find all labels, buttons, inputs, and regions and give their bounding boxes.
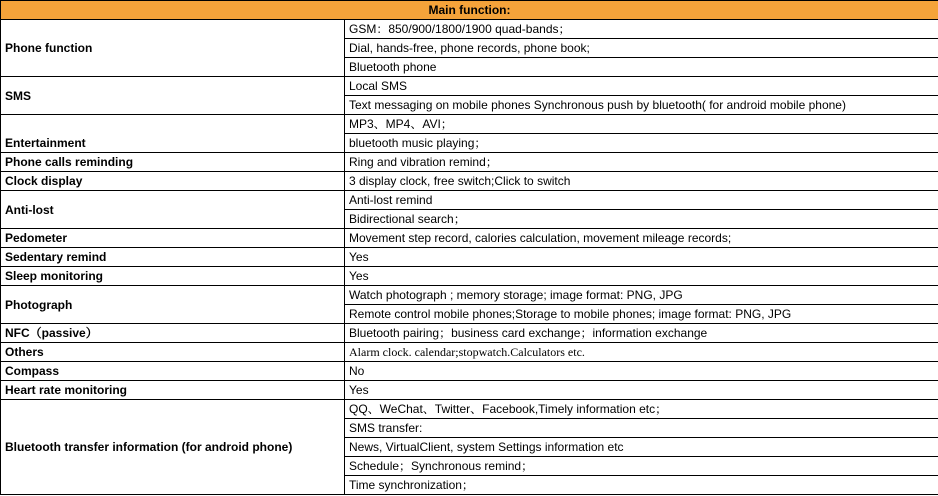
table-row xyxy=(1,324,938,343)
feature-label-sms: SMS xyxy=(1,77,345,115)
feature-label-phone-calls: Phone calls reminding xyxy=(1,153,345,172)
feature-label-pedometer: Pedometer xyxy=(1,229,345,248)
feature-value: Ring and vibration remind； xyxy=(345,153,938,172)
feature-label-anti-lost: Anti-lost xyxy=(1,191,345,229)
table-row xyxy=(1,229,938,248)
feature-value: Yes xyxy=(345,248,938,267)
table-row xyxy=(1,77,938,96)
feature-value: News, VirtualClient, system Settings information etc xyxy=(345,438,938,457)
table-row xyxy=(1,20,938,39)
table-row xyxy=(1,248,938,267)
table-header-row xyxy=(1,1,938,20)
table-row xyxy=(1,115,938,134)
feature-value: Local SMS xyxy=(345,77,938,96)
feature-label-sleep: Sleep monitoring xyxy=(1,267,345,286)
feature-value: No xyxy=(345,362,938,381)
feature-label-others: Others xyxy=(1,343,345,362)
feature-value: Bidirectional search； xyxy=(345,210,938,229)
feature-label-sedentary: Sedentary remind xyxy=(1,248,345,267)
table-title: Main function: xyxy=(1,1,938,20)
feature-label-photograph: Photograph xyxy=(1,286,345,324)
feature-value: bluetooth music playing； xyxy=(345,134,938,153)
feature-label-compass: Compass xyxy=(1,362,345,381)
table-row xyxy=(1,286,938,305)
feature-value: Remote control mobile phones;Storage to mobile phones; image format: PNG, JPG xyxy=(345,305,938,324)
feature-value: Yes xyxy=(345,381,938,400)
feature-value: Yes xyxy=(345,267,938,286)
table-row xyxy=(1,400,938,419)
table-row xyxy=(1,153,938,172)
table-row xyxy=(1,343,938,362)
feature-label-nfc: NFC（passive） xyxy=(1,324,345,343)
table-row xyxy=(1,267,938,286)
feature-value: Watch photograph ; memory storage; image format: PNG, JPG xyxy=(345,286,938,305)
feature-value: Alarm clock. calendar;stopwatch.Calculators etc. xyxy=(345,343,938,362)
feature-label-heart-rate: Heart rate monitoring xyxy=(1,381,345,400)
feature-value: Bluetooth phone xyxy=(345,58,938,77)
feature-label-entertainment: Entertainment xyxy=(1,115,345,153)
feature-value: QQ、WeChat、Twitter、Facebook,Timely information etc； xyxy=(345,400,938,419)
feature-value: SMS transfer: xyxy=(345,419,938,438)
feature-label-bt-transfer: Bluetooth transfer information (for android phone) xyxy=(1,400,345,495)
table-row xyxy=(1,172,938,191)
table-row xyxy=(1,191,938,210)
feature-value: Bluetooth pairing；business card exchange；information exchange xyxy=(345,324,938,343)
table-row xyxy=(1,381,938,400)
feature-value: Anti-lost remind xyxy=(345,191,938,210)
feature-label-clock-display: Clock display xyxy=(1,172,345,191)
feature-value: Schedule；Synchronous remind； xyxy=(345,457,938,476)
table-row xyxy=(1,362,938,381)
feature-value: Movement step record, calories calculation, movement mileage records; xyxy=(345,229,938,248)
feature-value: GSM：850/900/1800/1900 quad-bands； xyxy=(345,20,938,39)
feature-value: MP3、MP4、AVI； xyxy=(345,115,938,134)
feature-value: Time synchronization； xyxy=(345,476,938,495)
feature-label-phone-function: Phone function xyxy=(1,20,345,77)
feature-value: Dial, hands-free, phone records, phone book; xyxy=(345,39,938,58)
feature-value: 3 display clock, free switch;Click to switch xyxy=(345,172,938,191)
feature-value: Text messaging on mobile phones Synchronous push by bluetooth( for android mobile phone) xyxy=(345,96,938,115)
